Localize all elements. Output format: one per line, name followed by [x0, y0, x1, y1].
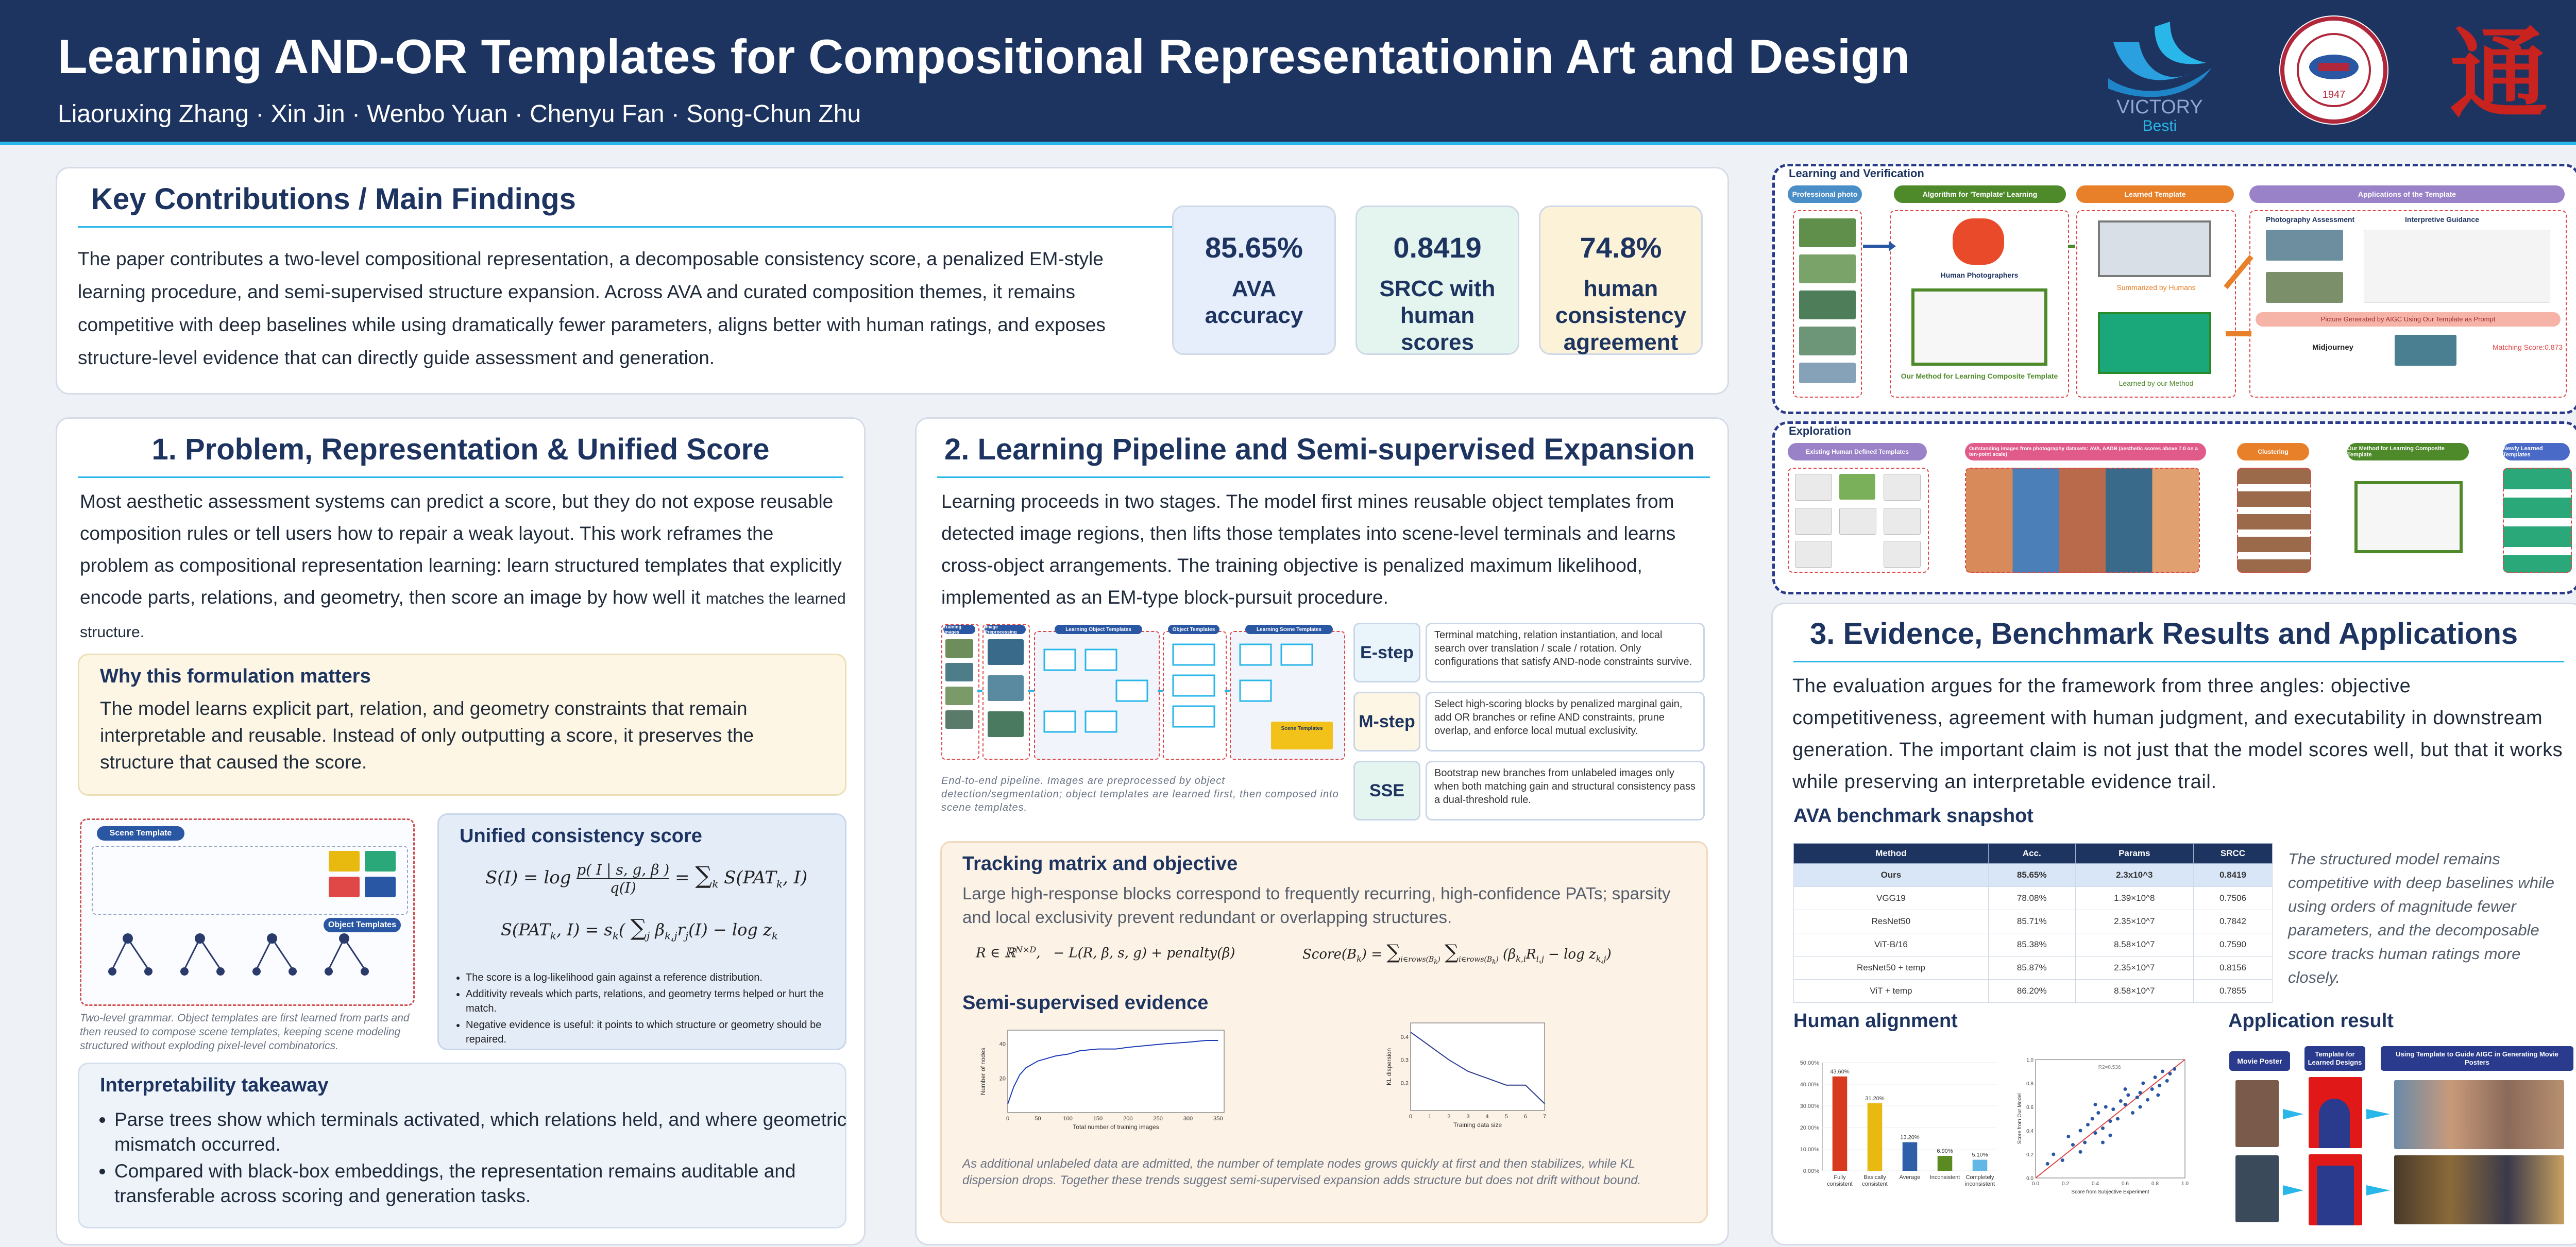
application-title: Application result — [2228, 1010, 2394, 1032]
bench-cell: 0.7506 — [2193, 887, 2272, 910]
kl-chart-y-tick: 0.4 — [1400, 1034, 1409, 1040]
bench-cell: 85.38% — [1988, 933, 2075, 956]
bar-y-tick: 0.00% — [1803, 1168, 1819, 1174]
bench-cell: 0.7842 — [2193, 910, 2272, 933]
kl-chart-x-label: Training data size — [1453, 1121, 1502, 1129]
kl-chart-y-tick: 0.2 — [1400, 1080, 1409, 1087]
nodes-chart-y-label: Number of nodes — [979, 1047, 987, 1096]
poster-title: Learning AND-OR Templates for Compositional Representationin Art and Design — [58, 29, 1910, 83]
svg-text:通: 通 — [2449, 16, 2548, 129]
bench-cell: 78.08% — [1988, 887, 2075, 910]
bench-cell: 8.58×10^7 — [2075, 933, 2193, 956]
key-contributions-panel — [56, 167, 1729, 395]
exploration-title: Exploration — [1789, 424, 1852, 437]
bench-cell: 0.7590 — [2193, 933, 2272, 956]
bar-category-label: Inconsistent — [1929, 1174, 1960, 1181]
scatter-x-tick: 0.8 — [2151, 1181, 2159, 1187]
scatter-y-tick: 0.6 — [2026, 1105, 2033, 1111]
section2-intro: Learning proceeds in two stages. The model first mines reusable object templates from detected image regions, then lifts those templates into scene-level terminals and learns cross-object arrangements. The training objective is penalized maximum likelihood, implemented as an EM-type block-pursuit procedure. — [941, 491, 1676, 608]
why-box: Why this formulation matters The model learns explicit part, relation, and geometry constraints that remain interpretable and reusable. Instead of only outputting a score, it preserves the structure that caused the score. — [78, 654, 846, 796]
unified-bullets: • The score is a log-likelihood gain against a reference distribution. • Additivity reveals which parts, relations, and geometry terms helped or hurt the match. • Negative evidence is useful: it points to which structure or geometry should be repaired. — [439, 970, 857, 1049]
nodes-chart-frame — [1008, 1030, 1224, 1113]
kl-dispersion-chart — [1385, 1018, 1555, 1136]
interp-bullet-1: • Parse trees show which terminals activated, which relations held, and where geometric mismatch occurred. — [114, 1107, 856, 1157]
bar-y-tick: 40.00% — [1800, 1082, 1819, 1088]
nodes-chart-x-tick: 150 — [1093, 1116, 1103, 1122]
tracking-box: Tracking matrix and objective Large high-response blocks correspond to frequently recurring, high-confidence PATs; sparsity and local exclusivity prevent redundant or overlapping structures. R ∈ ℝ$^{N\times D}$, − L(R, β, s, g) + penalty(β) $Score(B_k) = \sum_{i\in rows(B_k)}$ $\sum_{i\in rows(B_k)}$ $(\beta_{k,i}R_{i,j} - \log z_{k,j})$ Semi-supervised evidence 0 50 100 150 200 250 300 350 20 40 Total number of training images Number of nodes 0 1 2 3 4 5 6 7 0.2 0.3 0.4 Training data size KL dispersion As additional unlabeled data are admitted, the number of template nodes grows quickly at first and then stabilizes, while KL dispersion drops. Together these trends suggest semi-supervised expansion adds structure but does not drift without bound. — [940, 841, 1708, 1223]
kl-chart-y-tick: 0.3 — [1400, 1057, 1409, 1064]
sse-tag: SSE — [1353, 761, 1420, 821]
bench-cell: 8.58×10^7 — [2075, 980, 2193, 1003]
bar-category-label: Average — [1899, 1174, 1921, 1181]
bar-y-tick: 50.00% — [1800, 1060, 1819, 1066]
m-step-tag: M-step — [1353, 692, 1420, 751]
pill-our-method: Our Method for Learning Composite Template — [2347, 443, 2469, 460]
m-step-desc: Select high-scoring blocks by penalized marginal gain, add OR branches or refine AND constraints, prune overlap, and enforce local mutual exclusivity. — [1426, 692, 1705, 751]
bench-header-cell: SRCC — [2193, 844, 2272, 864]
bar-category-label: inconsistent — [1964, 1181, 1995, 1187]
score-formula-2: $S(PAT_k$, $I) = s_k$( $\sum_j$ $\beta_{k,j}r_j(I) - \log z_k$ — [501, 915, 778, 942]
section3-title: 3. Evidence, Benchmark Results and Applications — [1810, 617, 2518, 651]
section3-panel — [1771, 603, 2576, 1245]
pill-clustering: Clustering — [2237, 443, 2309, 460]
overview-figure — [1772, 164, 2576, 596]
nodes-chart-x-tick: 350 — [1213, 1116, 1223, 1122]
kl-chart-x-tick: 7 — [1543, 1114, 1547, 1120]
nodes-chart-x-tick: 300 — [1183, 1116, 1193, 1122]
bench-title: AVA benchmark snapshot — [1793, 805, 2033, 827]
svg-text:Besti: Besti — [2142, 117, 2177, 134]
scatter-annotation: R2=0.536 — [2098, 1065, 2121, 1070]
header-accent-rule — [0, 142, 2576, 145]
new-templates-column — [2503, 468, 2572, 573]
algorithm-column: Human Photographers Our Method for Learning Composite Template — [1890, 210, 2069, 398]
scatter-y-label: Score from Our Model — [2017, 1093, 2023, 1144]
bench-cell: ViT + temp — [1794, 980, 1989, 1003]
section3-intro: The evaluation argues for the framework from three angles: objective competitiveness, agreement with human judgment, and executability in downstream generation. The important claim is not just that the model scores well, but that it works while preserving an interpretable evidence trail. — [1792, 675, 2563, 793]
learning-verification-title: Learning and Verification — [1789, 167, 1924, 180]
header-banner — [0, 0, 2576, 145]
section1-title: 1. Problem, Representation & Unified Score — [151, 433, 770, 466]
our-method-box — [2354, 481, 2463, 553]
bench-note: The structured model remains competitive with deep baselines while using orders of magnitude fewer parameters, and the decomposable score tracks human ratings more closely. — [2288, 850, 2554, 986]
scatter-x-label: Score from Subjective Experiment — [2071, 1189, 2149, 1195]
pill-algorithm: Algorithm for 'Template' Learning — [1894, 185, 2066, 203]
nodes-chart-x-tick: 50 — [1035, 1116, 1041, 1122]
kl-chart-frame — [1411, 1023, 1545, 1111]
interp-bullet-2: • Compared with black-box embeddings, the representation remains auditable and transferable across scoring and generation tasks. — [114, 1159, 856, 1208]
section2-panel — [915, 417, 1729, 1245]
bench-cell: 85.87% — [1988, 956, 2075, 980]
bench-cell: 1.39×10^8 — [2075, 887, 2193, 910]
bar-category-label: consistent — [1827, 1181, 1853, 1187]
bench-cell: 2.35×10^7 — [2075, 910, 2193, 933]
nodes-chart-x-tick: 0 — [1006, 1116, 1010, 1122]
bench-cell: ResNet50 + temp — [1794, 956, 1989, 980]
bar-category-label: Completely — [1965, 1174, 1994, 1181]
pill-new-templates: Newly Learned Templates — [2503, 443, 2570, 460]
grammar-caption: Two-level grammar. Object templates are first learned from parts and then reused to compose scene templates, keeping scene modeling structured without exploding pixel-level combinatorics. — [80, 1012, 410, 1052]
bench-cell: 0.8156 — [2193, 956, 2272, 980]
svg-text:1947: 1947 — [2322, 89, 2346, 100]
bar-data-label: 5.10% — [1972, 1152, 1988, 1158]
semi-caption: As additional unlabeled data are admitted, the number of template nodes grows quickly at first and then stabilizes, while KL dispersion drops. Together these trends suggest semi-supervised expansion adds structure but does not drift without bound. — [962, 1157, 1641, 1187]
bar-data-label: 43.60% — [1830, 1068, 1850, 1075]
nodes-chart-x-tick: 200 — [1123, 1116, 1133, 1122]
learned-template-column: Summarized by Humans Learned by our Method — [2076, 210, 2236, 398]
app-pill-movie-poster: Movie Poster — [2229, 1051, 2290, 1071]
app-pill-aigc: Using Template to Guide AIGC in Generating Movie Posters — [2381, 1046, 2573, 1071]
pill-outstanding-images: Outstanding images from photography datasets: AVA, AADB (aesthetic scores above 7.0 on a ten-point scale) — [1965, 443, 2206, 460]
unified-score-box: Unified consistency score S(I) = log $\frac{p( I | s, g, \beta )}{q(I)}$ = $\sum_k$ $S(PAT_k$, I) $S(PAT_k$, $I) = s_k$( $\sum_j$ $\beta_{k,j}r_j(I) - \log z_k$ • The score is a log-likelihood gain against a reference distribution. • Additivity reveals which parts, relations, and geometry terms helped or hurt the match. • Negative evidence is useful: it points to which structure or geometry should be repaired. — [437, 813, 846, 1050]
scatter-x-tick: 0.0 — [2032, 1181, 2039, 1187]
university-seal-logo — [2279, 15, 2388, 125]
bar-category-label: Fully — [1834, 1174, 1846, 1181]
scatter-x-tick: 0.4 — [2092, 1181, 2099, 1187]
kl-chart-x-tick: 5 — [1504, 1114, 1508, 1120]
scatter-y-tick: 0.4 — [2026, 1129, 2033, 1134]
e-step-desc: Terminal matching, relation instantiation, and local search over translation / scale / rotation. Only configurations that satisfy AND-node constraints survive. — [1426, 623, 1705, 682]
section1-panel — [56, 417, 866, 1245]
victory-logo — [2093, 11, 2227, 134]
application-arrows — [1773, 604, 2576, 1247]
pill-learned-template: Learned Template — [2076, 185, 2234, 203]
e-step-tag: E-step — [1353, 623, 1420, 682]
kl-chart-x-tick: 2 — [1447, 1114, 1451, 1120]
bench-cell: 2.35×10^7 — [2075, 956, 2193, 980]
scatter-x-tick: 0.2 — [2062, 1181, 2069, 1187]
app-pill-template: Template for Learned Designs — [2304, 1046, 2365, 1071]
bench-cell: 86.20% — [1988, 980, 2075, 1003]
key-text: The paper contributes a two-level compositional representation, a decomposable consistency score, a penalized EM-style learning procedure, and semi-supervised structure expansion. Across AVA and curated composition themes, it remains competitive with deep baselines while using dramatically fewer parameters, aligns better with human ratings, and exposes structure-level evidence that can directly guide assessment and generation. — [78, 248, 1106, 368]
kl-chart-x-tick: 3 — [1466, 1114, 1470, 1120]
section1-rule — [78, 476, 843, 478]
bench-cell: 0.8419 — [2193, 864, 2272, 887]
bar-data-label: 13.20% — [1900, 1134, 1920, 1141]
section2-title: 2. Learning Pipeline and Semi-supervised Expansion — [944, 433, 1695, 466]
bench-cell: Ours — [1794, 864, 1989, 887]
nodes-growth-chart — [979, 1025, 1236, 1138]
tong-calligraphy-logo — [2442, 15, 2555, 129]
kl-chart-x-tick: 1 — [1428, 1114, 1432, 1120]
bench-cell: VGG19 — [1794, 887, 1989, 910]
semi-title: Semi-supervised evidence — [962, 992, 1209, 1014]
key-title: Key Contributions / Main Findings — [91, 182, 576, 216]
svg-text:VICTORY: VICTORY — [2116, 96, 2203, 118]
pill-applications: Applications of the Template — [2249, 185, 2565, 203]
stat-ava-accuracy: 85.65% AVA accuracy — [1172, 206, 1336, 355]
scatter-y-tick: 1.0 — [2026, 1057, 2033, 1063]
bar-y-tick: 30.00% — [1800, 1103, 1819, 1109]
pipeline-figure: Training Images Image Preprocessing Learning Object Templates Object Templates Learning Scene Templates Scene Templates — [941, 624, 1348, 763]
bar-category-label: Basically — [1863, 1174, 1886, 1181]
poster-authors: Liaoruxing Zhang · Xin Jin · Wenbo Yuan · Chenyu Fan · Song-Chun Zhu — [58, 100, 861, 128]
tracking-formula: R ∈ ℝ$^{N\times D}$, − L(R, β, s, g) + penalty(β) — [976, 945, 1235, 961]
bench-cell: ViT-B/16 — [1794, 933, 1989, 956]
block-score-formula: $Score(B_k) = \sum_{i\in rows(B_k)}$ $\sum_{i\in rows(B_k)}$ $(\beta_{k,i}R_{i,j} - \log z_{k,j})$ — [1302, 941, 1612, 965]
stat-human-consistency: 74.8% human consistency agreement — [1539, 206, 1703, 355]
scatter-x-tick: 0.6 — [2122, 1181, 2129, 1187]
dataset-images-grid — [1965, 468, 2200, 573]
section2-rule — [937, 476, 1710, 478]
bench-cell: 0.7855 — [2193, 980, 2272, 1003]
bench-header-cell: Acc. — [1988, 844, 2075, 864]
kl-chart-x-tick: 0 — [1409, 1114, 1413, 1120]
pill-professional-photo: Professional photo — [1788, 185, 1862, 203]
bar-data-label: 31.20% — [1865, 1095, 1885, 1102]
bench-cell: ResNet50 — [1794, 910, 1989, 933]
applications-column: Photography Assessment Interpretive Guidance Picture Generated by AIGC Using Our Template as Prompt Midjourney Matching Score:0.873 — [2249, 210, 2567, 398]
kl-chart-y-label: KL dispersion — [1385, 1048, 1393, 1086]
bench-header-cell: Params — [2075, 844, 2193, 864]
stat-srcc: 0.8419 SRCC with human scores — [1355, 206, 1519, 355]
pipeline-caption: End-to-end pipeline. Images are preprocessed by object detection/segmentation; object templates are learned first, then composed into scene templates. — [941, 775, 1339, 813]
existing-templates-grid — [1788, 468, 1929, 573]
clustering-grid — [2237, 468, 2311, 573]
flow-arrows — [1772, 164, 2576, 414]
bench-cell: 85.71% — [1988, 910, 2075, 933]
nodes-chart-y-tick: 20 — [999, 1075, 1006, 1082]
sse-desc: Bootstrap new branches from unlabeled images only when both matching gain and structural consistency pass a dual-threshold rule. — [1426, 761, 1705, 821]
kl-chart-x-tick: 4 — [1485, 1114, 1489, 1120]
nodes-chart-x-tick: 100 — [1063, 1116, 1073, 1122]
scatter-y-tick: 0.2 — [2026, 1152, 2033, 1158]
scatter-y-tick: 0.8 — [2026, 1081, 2033, 1087]
bench-cell: 85.65% — [1988, 864, 2075, 887]
key-title-rule — [78, 226, 1191, 228]
nodes-chart-x-label: Total number of training images — [1073, 1123, 1159, 1131]
nodes-chart-y-tick: 40 — [999, 1041, 1006, 1048]
bench-cell: 2.3x10^3 — [2075, 864, 2193, 887]
two-level-grammar-figure: Scene Template Object Templates — [80, 818, 415, 1006]
bar-y-tick: 20.00% — [1800, 1125, 1819, 1131]
section1-intro: Most aesthetic assessment systems can predict a score, but they do not expose reusable composition rules or tell users how to repair a weak layout. This work reframes the problem as compositional representation learning: learn structured templates that explicitly encode parts, relations, and geometry, then score an image by how well it matches the learned structure. — [80, 491, 846, 641]
scatter-y-tick: 0.0 — [2026, 1176, 2033, 1182]
bar-category-label: consistent — [1862, 1181, 1888, 1187]
human-alignment-title: Human alignment — [1793, 1010, 1958, 1032]
nodes-chart-x-tick: 250 — [1153, 1116, 1163, 1122]
score-formula-1: S(I) = log $\frac{p( I | s, g, \beta )}{q(I)}$ = $\sum_k$ $S(PAT_k$, I) — [485, 861, 808, 896]
kl-chart-x-tick: 6 — [1523, 1114, 1527, 1120]
interpretability-box: Interpretability takeaway • Parse trees show which terminals activated, which relations held, and where geometric mismatch occurred. • Compared with black-box embeddings, the representation remains auditable and transferable across scoring and generation tasks. — [78, 1063, 846, 1228]
bar-data-label: 6.90% — [1937, 1148, 1953, 1155]
pill-existing-templates: Existing Human Defined Templates — [1788, 443, 1927, 460]
scatter-x-tick: 1.0 — [2181, 1181, 2189, 1187]
bench-header-cell: Method — [1794, 844, 1989, 864]
bar-y-tick: 10.00% — [1800, 1147, 1819, 1153]
